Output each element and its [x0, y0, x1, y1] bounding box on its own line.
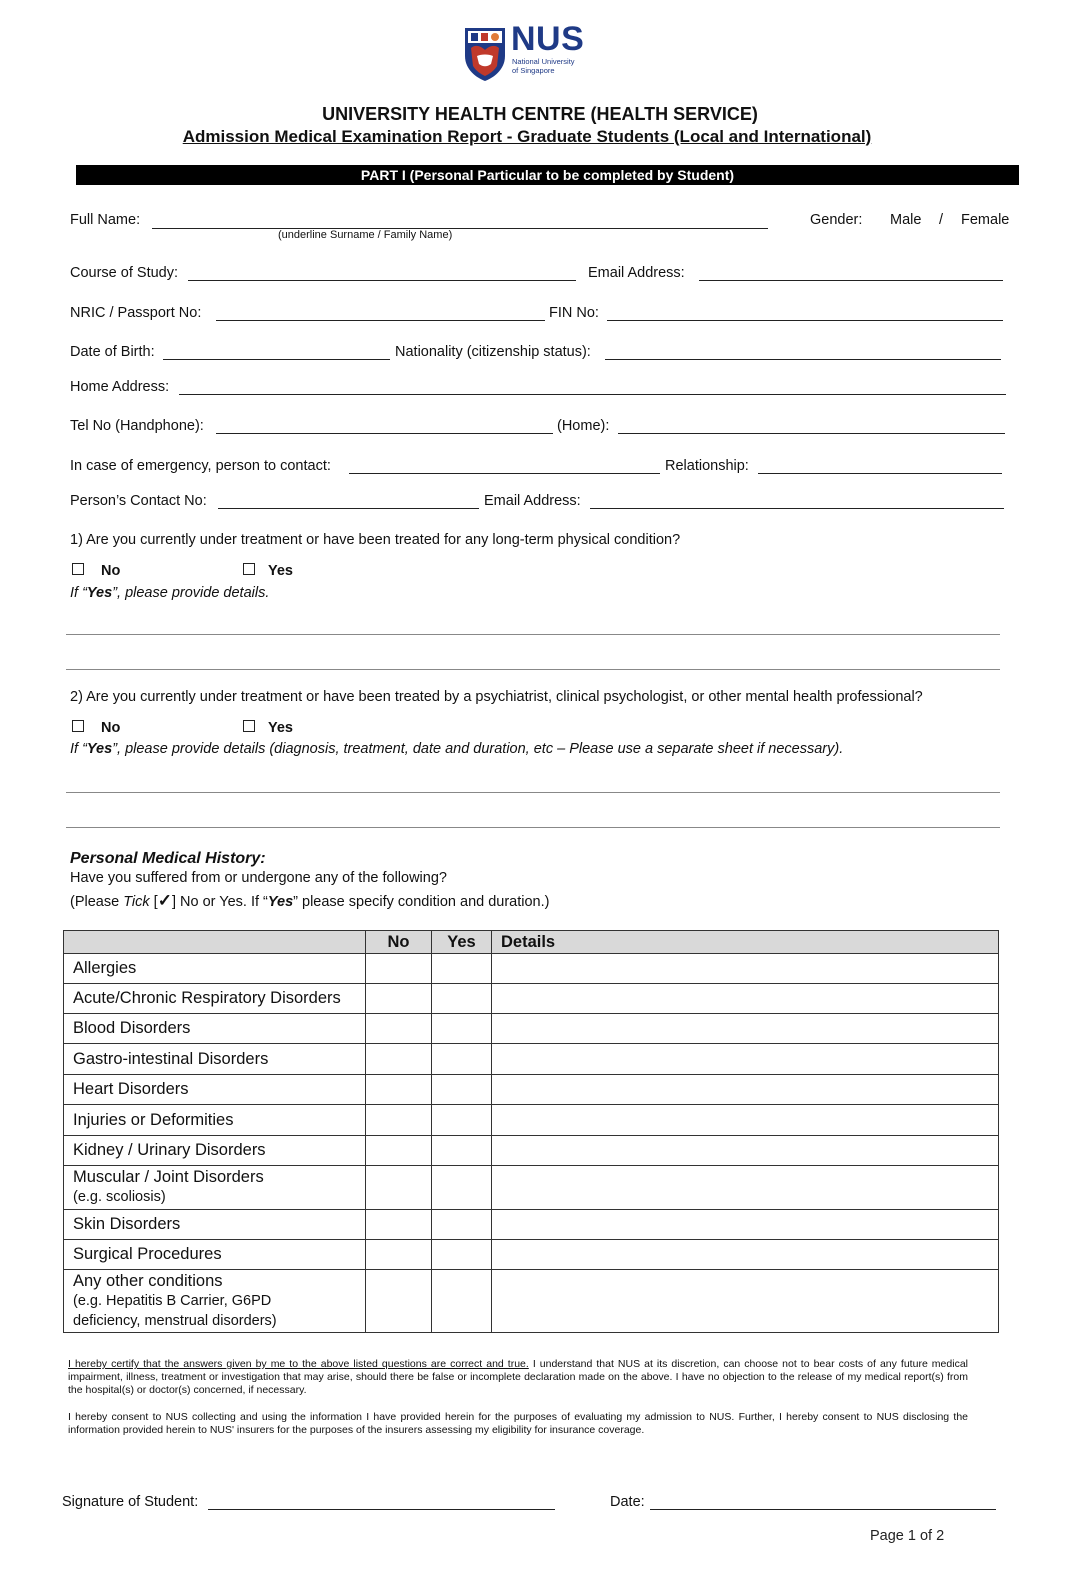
table-row — [64, 1105, 999, 1136]
full-name-field[interactable] — [152, 228, 768, 229]
condition-cell: Any other conditions (e.g. Hepatitis B Carrier, G6PD deficiency, menstrual disorders) — [64, 1270, 366, 1333]
condition-cell: Skin Disorders — [64, 1210, 366, 1240]
no-cell[interactable] — [366, 984, 432, 1014]
emergency-contact-label: In case of emergency, person to contact: — [70, 458, 331, 474]
table-header-row — [64, 931, 999, 954]
person-contact-label: Person’s Contact No: — [70, 493, 207, 509]
details-cell[interactable] — [492, 1014, 999, 1044]
no-cell[interactable] — [366, 1014, 432, 1044]
person-email-field[interactable] — [590, 508, 1004, 509]
details-cell[interactable] — [492, 1044, 999, 1075]
form-subtitle: Admission Medical Examination Report - Graduate Students (Local and International) — [182, 127, 872, 146]
gender-separator: / — [939, 212, 944, 228]
table-row — [64, 954, 999, 984]
relationship-label: Relationship: — [665, 458, 749, 474]
table-row — [64, 1044, 999, 1075]
yes-cell[interactable] — [432, 1166, 492, 1210]
question-2-yes-checkbox[interactable] — [243, 720, 255, 732]
table-row — [64, 1136, 999, 1166]
part-one-bar: PART I (Personal Particular to be completed by Student) — [76, 165, 1019, 185]
condition-cell: Acute/Chronic Respiratory Disorders — [64, 984, 366, 1014]
page-number: Page 1 of 2 — [870, 1528, 945, 1544]
condition-cell: Gastro-intestinal Disorders — [64, 1044, 366, 1075]
question-2-details-line-2[interactable] — [66, 827, 1000, 828]
dob-field[interactable] — [163, 359, 390, 360]
question-1-yes-label: Yes — [268, 563, 293, 579]
condition-cell: Muscular / Joint Disorders (e.g. scoliosis) — [64, 1166, 366, 1210]
nric-field[interactable] — [216, 320, 545, 321]
details-cell[interactable] — [492, 1136, 999, 1166]
question-1-details-instruction: If “Yes”, please provide details. — [70, 585, 270, 601]
question-1-no-label: No — [101, 563, 121, 579]
yes-cell[interactable] — [432, 1014, 492, 1044]
medical-history-instructions: (Please Tick [✓] No or Yes. If “Yes” please specify condition and duration.) — [70, 891, 550, 910]
logo-subtitle-line-1: National University — [512, 57, 575, 66]
question-2-details-line-1[interactable] — [66, 792, 1000, 793]
details-column-header: Details — [492, 931, 999, 954]
tel-home-field[interactable] — [618, 433, 1005, 434]
yes-cell[interactable] — [432, 1270, 492, 1333]
yes-column-header: Yes — [432, 931, 492, 954]
gender-female-option[interactable]: Female — [961, 212, 1010, 228]
no-cell[interactable] — [366, 1044, 432, 1075]
yes-cell[interactable] — [432, 1240, 492, 1270]
dob-label: Date of Birth: — [70, 344, 155, 360]
question-1-details-line-1[interactable] — [66, 634, 1000, 635]
table-row — [64, 1210, 999, 1240]
yes-cell[interactable] — [432, 1210, 492, 1240]
home-address-field[interactable] — [179, 394, 1006, 395]
email-label: Email Address: — [588, 265, 685, 281]
condition-cell: Injuries or Deformities — [64, 1105, 366, 1136]
no-cell[interactable] — [366, 1166, 432, 1210]
question-2-details-instruction: If “Yes”, please provide details (diagnosis, treatment, date and duration, etc – Please use a separate sheet if necessary). — [70, 741, 844, 757]
no-cell[interactable] — [366, 1136, 432, 1166]
fin-field[interactable] — [607, 320, 1003, 321]
details-cell[interactable] — [492, 1210, 999, 1240]
nationality-field[interactable] — [605, 359, 1001, 360]
medical-history-title: Personal Medical History: — [70, 850, 266, 867]
table-row — [64, 1270, 999, 1333]
course-field[interactable] — [188, 280, 576, 281]
details-cell[interactable] — [492, 1240, 999, 1270]
logo-subtitle-line-2: of Singapore — [512, 66, 555, 75]
tel-handphone-label: Tel No (Handphone): — [70, 418, 204, 434]
nus-crest-icon — [463, 26, 507, 82]
question-2-text: 2) Are you currently under treatment or have been treated by a psychiatrist, clinical psychologist, or other mental health professional? — [70, 689, 923, 705]
details-cell[interactable] — [492, 984, 999, 1014]
nationality-label: Nationality (citizenship status): — [395, 344, 591, 360]
logo-wordmark: NUS — [511, 20, 585, 58]
details-cell[interactable] — [492, 1075, 999, 1105]
date-label: Date: — [610, 1494, 645, 1510]
details-cell[interactable] — [492, 954, 999, 984]
form-title: UNIVERSITY HEALTH CENTRE (HEALTH SERVICE) — [322, 104, 758, 124]
certification-paragraph: I hereby certify that the answers given by me to the above listed questions are correct and true. I understand that NUS at its discretion, can choose not to bear costs of any future medical impairment, illness, treatment or investigation that may arise, should there be false or incomplete declaration made on the above. I have no objection to the release of my medical report(s) from the hospital(s) or doctor(s) concerned, if necessary. — [68, 1358, 968, 1396]
details-cell[interactable] — [492, 1270, 999, 1333]
table-row — [64, 1166, 999, 1210]
question-1-no-checkbox[interactable] — [72, 563, 84, 575]
condition-cell: Heart Disorders — [64, 1075, 366, 1105]
medical-history-table — [63, 930, 999, 1333]
question-2-no-checkbox[interactable] — [72, 720, 84, 732]
date-field[interactable] — [650, 1509, 996, 1510]
no-column-header: No — [366, 931, 432, 954]
table-row — [64, 1240, 999, 1270]
question-1-yes-checkbox[interactable] — [243, 563, 255, 575]
full-name-hint: (underline Surname / Family Name) — [278, 229, 453, 241]
yes-cell[interactable] — [432, 1105, 492, 1136]
condition-cell: Kidney / Urinary Disorders — [64, 1136, 366, 1166]
emergency-contact-field[interactable] — [349, 473, 660, 474]
tel-handphone-field[interactable] — [216, 433, 553, 434]
question-2-no-label: No — [101, 720, 121, 736]
gender-label: Gender: — [810, 212, 863, 228]
condition-cell: Allergies — [64, 954, 366, 984]
email-field[interactable] — [699, 280, 1003, 281]
question-1-details-line-2[interactable] — [66, 669, 1000, 670]
relationship-field[interactable] — [758, 473, 1002, 474]
question-1-text: 1) Are you currently under treatment or have been treated for any long-term physical condition? — [70, 532, 681, 548]
fin-label: FIN No: — [549, 305, 599, 321]
home-address-label: Home Address: — [70, 379, 170, 395]
table-row — [64, 1014, 999, 1044]
no-cell[interactable] — [366, 1210, 432, 1240]
table-row — [64, 984, 999, 1014]
signature-label: Signature of Student: — [62, 1494, 199, 1510]
yes-cell[interactable] — [432, 954, 492, 984]
question-2-yes-label: Yes — [268, 720, 293, 736]
nric-label: NRIC / Passport No: — [70, 305, 202, 321]
course-label: Course of Study: — [70, 265, 178, 281]
yes-cell[interactable] — [432, 1075, 492, 1105]
consent-paragraph: I hereby consent to NUS collecting and using the information I have provided herein for the purposes of evaluating my admission to NUS. Further, I hereby consent to NUS disclosing the information provided herein to NUS' insurers for the purposes of the insurers assessing my eligibility for insurance coverage. — [68, 1411, 968, 1436]
person-email-label: Email Address: — [484, 493, 581, 509]
yes-cell[interactable] — [432, 1044, 492, 1075]
yes-cell[interactable] — [432, 984, 492, 1014]
no-cell[interactable] — [366, 1105, 432, 1136]
no-cell[interactable] — [366, 1270, 432, 1333]
details-cell[interactable] — [492, 1166, 999, 1210]
condition-cell: Surgical Procedures — [64, 1240, 366, 1270]
tick-mark-icon: ✓ — [157, 891, 172, 910]
person-contact-field[interactable] — [218, 508, 479, 509]
tel-home-label: (Home): — [557, 418, 610, 434]
condition-column-header — [64, 931, 366, 954]
no-cell[interactable] — [366, 1240, 432, 1270]
yes-cell[interactable] — [432, 1136, 492, 1166]
condition-cell: Blood Disorders — [64, 1014, 366, 1044]
no-cell[interactable] — [366, 1075, 432, 1105]
no-cell[interactable] — [366, 954, 432, 984]
full-name-label: Full Name: — [70, 212, 141, 228]
signature-field[interactable] — [208, 1509, 555, 1510]
medical-history-intro: Have you suffered from or undergone any of the following? — [70, 870, 447, 886]
details-cell[interactable] — [492, 1105, 999, 1136]
table-row — [64, 1075, 999, 1105]
gender-male-option[interactable]: Male — [890, 212, 922, 228]
